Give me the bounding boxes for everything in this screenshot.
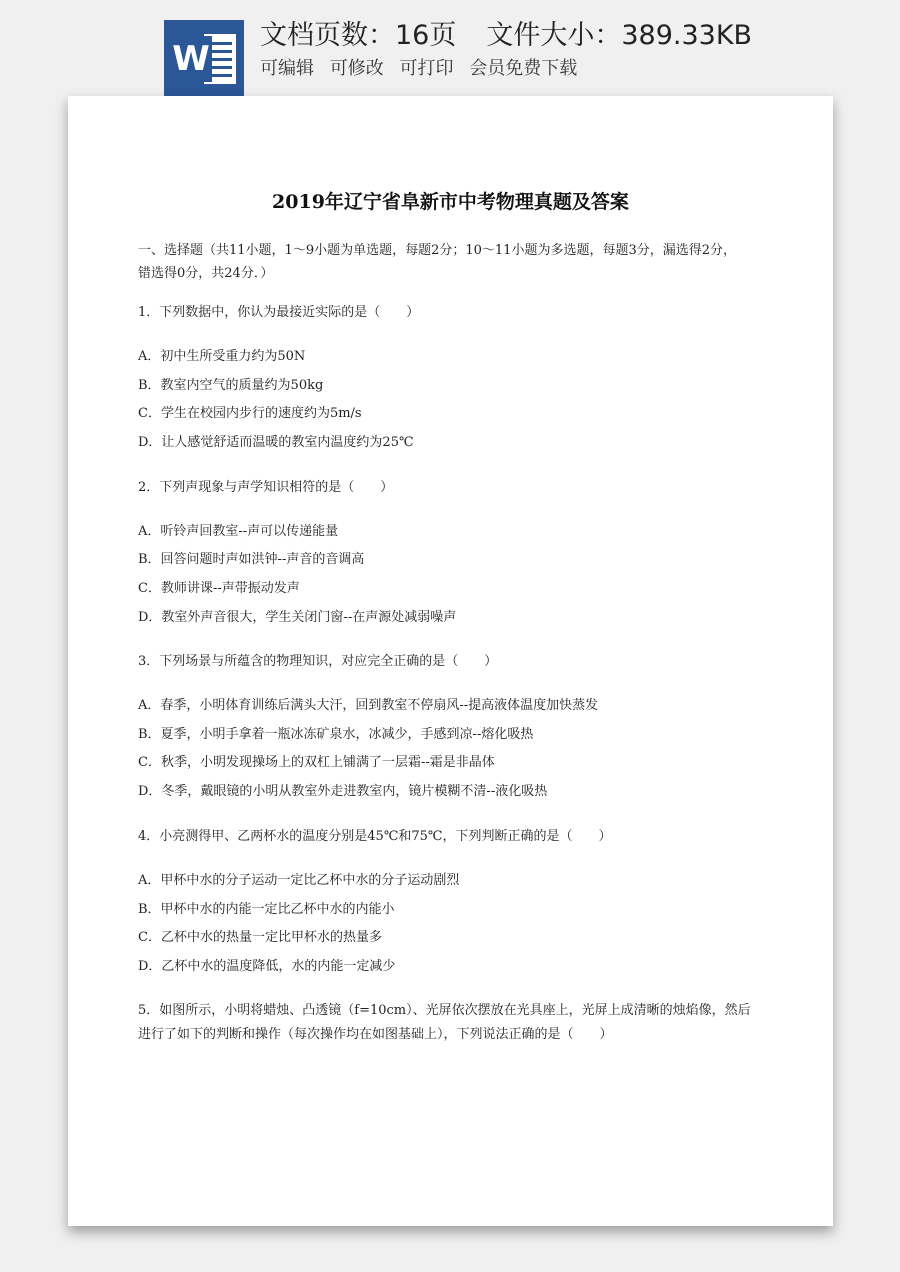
section-instruction-line-1: 一、选择题（共11小题，1～9小题为单选题，每题2分；10～11小题为多选题，每题3分，漏选得2分，: [138, 243, 736, 258]
feature-list: [260, 57, 587, 81]
question-2-option-d: D．教室外声音很大，学生关闭门窗--在声源处减弱噪声: [138, 610, 457, 625]
question-5-stem-line-2: 进行了如下的判断和操作（每次操作均在如图基础上），下列说法正确的是（ ）: [138, 1027, 613, 1042]
question-3-option-b: B．夏季，小明手拿着一瓶冰冻矿泉水，冰减少，手感到凉--熔化吸热: [138, 727, 534, 742]
file-info: [260, 18, 752, 54]
feature-member-download: 会员免费下载: [469, 58, 578, 79]
question-1-option-b: B．教室内空气的质量约为50kg: [138, 378, 324, 393]
question-2-stem: 2．下列声现象与声学知识相符的是（ ）: [138, 480, 394, 495]
question-4-option-b: B．甲杯中水的内能一定比乙杯中水的内能小: [138, 902, 395, 917]
question-3-stem: 3．下列场景与所蕴含的物理知识，对应完全正确的是（ ）: [138, 654, 498, 669]
page-count: 文档页数：16页: [260, 20, 457, 51]
question-1-option-c: C．学生在校园内步行的速度约为5m/s: [138, 406, 362, 421]
feature-printable: 可打印: [399, 58, 454, 79]
question-5-stem-line-1: 5．如图所示，小明将蜡烛、凸透镜（f=10cm）、光屏依次摆放在光具座上，光屏上成清晰的烛焰像，然后: [138, 1003, 751, 1018]
question-1-option-d: D．让人感觉舒适而温暖的教室内温度约为25℃: [138, 435, 414, 450]
question-3-option-c: C．秋季，小明发现操场上的双杠上铺满了一层霜--霜是非晶体: [138, 755, 495, 770]
question-2-option-c: C．教师讲课--声带振动发声: [138, 581, 300, 596]
question-1-stem: 1．下列数据中，你认为最接近实际的是（ ）: [138, 305, 420, 320]
word-document-icon: [164, 20, 244, 96]
question-4-option-d: D．乙杯中水的温度降低，水的内能一定减少: [138, 959, 396, 974]
feature-modifiable: 可修改: [329, 58, 384, 79]
feature-editable: 可编辑: [260, 58, 314, 79]
question-2-option-b: B．回答问题时声如洪钟--声音的音调高: [138, 552, 365, 567]
question-1-option-a: A．初中生所受重力约为50N: [138, 349, 306, 364]
question-3-option-a: A．春季，小明体育训练后满头大汗，回到教室不停扇风--提高液体温度加快蒸发: [138, 698, 599, 713]
question-4-stem: 4．小亮测得甲、乙两杯水的温度分别是45℃和75℃，下列判断正确的是（ ）: [138, 829, 612, 844]
document-title: 2019年辽宁省阜新市中考物理真题及答案: [272, 191, 629, 213]
section-instruction-line-2: 错选得0分，共24分．）: [138, 266, 274, 281]
question-4-option-a: A．甲杯中水的分子运动一定比乙杯中水的分子运动剧烈: [138, 873, 460, 888]
document-page: [68, 96, 833, 1226]
question-4-option-c: C．乙杯中水的热量一定比甲杯水的热量多: [138, 930, 382, 945]
word-letter-icon: W: [170, 36, 212, 82]
file-size: 文件大小：389.33KB: [486, 20, 753, 51]
question-3-option-d: D．冬季，戴眼镜的小明从教室外走进教室内，镜片模糊不清--液化吸热: [138, 784, 548, 799]
question-2-option-a: A．听铃声回教室--声可以传递能量: [138, 524, 339, 539]
header-banner: [0, 0, 900, 96]
